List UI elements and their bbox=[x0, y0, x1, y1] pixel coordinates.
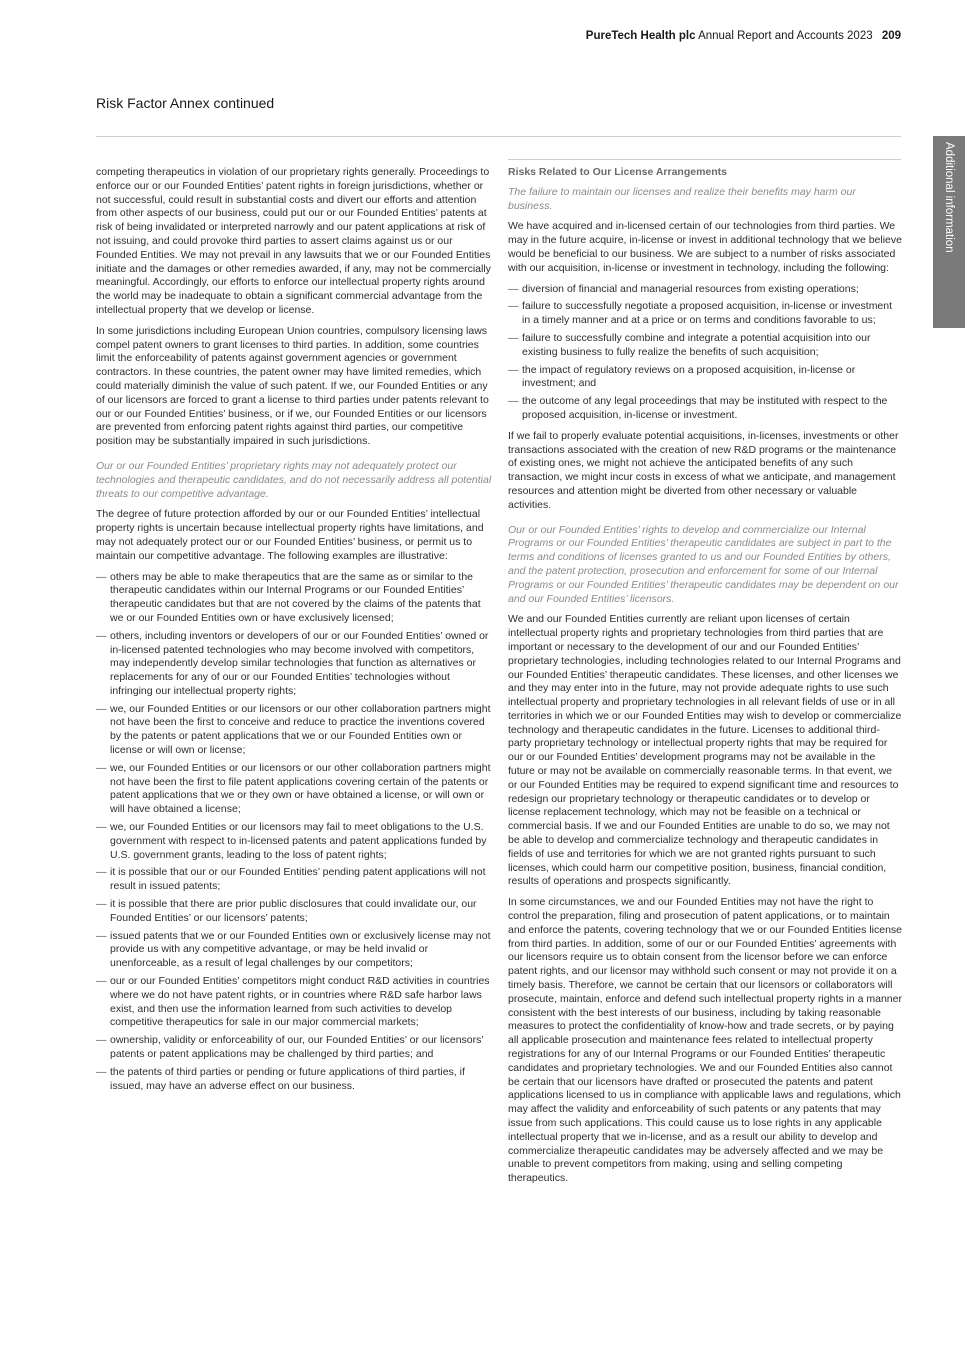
list-item: — the patents of third parties or pending or future applications of third parties, if issued, may have an adverse effect on our business. bbox=[96, 1066, 492, 1094]
list-item: — others may be able to make therapeutics that are the same as or similar to the therapeutic candidates within our Internal Programs or our Founded Entities’ therapeutic candidates but that are not covered by the claims of the patents that we or our Founded Entities own or have exclusively licensed; bbox=[96, 571, 492, 626]
subheading: Our or our Founded Entities’ proprietary rights may not adequately protect our technologies and therapeutic candidates, and do not necessarily address all potential threats to our competitive advantage. bbox=[96, 459, 492, 500]
list-item: — ownership, validity or enforceability of our, our Founded Entities’ or our licensors’ patents or patent applications may be challenged by third parties; and bbox=[96, 1034, 492, 1062]
list-item: — the impact of regulatory reviews on a proposed acquisition, in-license or investment; and bbox=[508, 364, 902, 392]
side-tab-label: Additional information bbox=[943, 142, 955, 253]
list-item: — we, our Founded Entities or our licensors or our other collaboration partners might not have been the first to file patent applications covering certain of the patents or patent applications that we or they own or have obtained a license, or will own or will have obtained a license; bbox=[96, 762, 492, 817]
paragraph: competing therapeutics in violation of our proprietary rights generally. Proceedings to enforce our or our Founded Entities’ patent rights in foreign jurisdictions, whether or not successful, could result in substantial costs and divert our efforts and attention from other aspects of our business, could put our or our Founded Entities’ patents at risk of being invalidated or interpreted narrowly and our patent applications at risk of not issuing, and could provoke third parties to assert claims against us or our Founded Entities. We may not prevail in any lawsuits that we or our Founded Entities initiate and the damages or other remedies awarded, if any, may not be commercially meaningful. Accordingly, our efforts to enforce our intellectual property rights around the world may be inadequate to obtain a significant commercial advantage from the intellectual property that we develop or license. bbox=[96, 166, 491, 316]
bullet-list bbox=[508, 283, 902, 423]
section-heading: Risks Related to Our License Arrangements bbox=[508, 166, 728, 178]
header-divider bbox=[96, 136, 901, 137]
side-tab[interactable] bbox=[933, 136, 965, 328]
page-number: 209 bbox=[881, 30, 901, 42]
paragraph: In some circumstances, we and our Founded Entities may not have the right to control the preparation, filing and prosecution of patent applications, or to maintain and enforce the patents, covering technology that we or our Founded Entities license from third parties. In addition, some of our or our Founded Entities’ agreements with our licensors require us to obtain consent from the licensor before we can enforce patent rights, and our licensor may withhold such consent or may not provide it on a timely basis. Therefore, we cannot be certain that our licensors or collaborators will prosecute, maintain, enforce and defend such intellectual property rights in a manner consistent with the best interests of our business, including by taking reasonable measures to protect the confidentiality of know-how and trade secrets, or by paying all applicable prosecution and maintenance fees related to intellectual property registrations for any of our Internal Programs or our Founded Entities’ therapeutic candidates and proprietary technologies. We and our Founded Entities also cannot be certain that our licensors have drafted or prosecuted the patents and patent applications licensed to us in compliance with applicable laws and regulations, which may affect the validity and enforceability of such patents or any patents that may issue from such applications. This could cause us to lose rights in any applicable intellectual property that we in-license, and as a result our ability to develop and commercialize therapeutic candidates may be adversely affected and we may be unable to prevent competitors from making, using and selling competing therapeutics. bbox=[508, 896, 902, 1185]
right-column bbox=[508, 166, 902, 1193]
list-item: — failure to successfully combine and integrate a potential acquisition into our existing business to fully realize the benefits of such acquisition; bbox=[508, 332, 902, 360]
list-item: — it is possible that our or our Founded Entities’ pending patent applications will not result in issued patents; bbox=[96, 866, 492, 894]
left-column bbox=[96, 166, 492, 1100]
company-name: PureTech Health plc bbox=[585, 30, 696, 42]
list-item: — failure to successfully negotiate a proposed acquisition, in-license or investment in a timely manner and at a price or on terms and conditions favorable to us; bbox=[508, 300, 902, 328]
list-item: — others, including inventors or developers of our or our Founded Entities’ owned or in-licensed patented technologies who may become involved with competitors, may independently develop similar technologies that function as alternatives or replacements for any of our or our Founded Entities’ technologies without infringing our intellectual property rights; bbox=[96, 630, 492, 699]
paragraph: In some jurisdictions including European Union countries, compulsory licensing laws compel patent owners to grant licenses to third parties. In addition, some countries limit the enforceability of patents against government agencies or government contractors. In these countries, the patent owner may have limited remedies, which could materially diminish the value of such patent. If we, our Founded Entities or any of our licensors are forced to grant a license to third parties under patents relevant to our or our Founded Entities’ business, or if we, our Founded Entities or our licensors are prevented from enforcing patent rights against third parties, our competitive position may be substantially impaired in such jurisdictions. bbox=[96, 324, 489, 448]
paragraph: We and our Founded Entities currently are reliant upon licenses of certain intellectual property rights and proprietary technologies from third parties that are important or necessary to the development of our and our Founded Entities’ proprietary technologies, including technologies related to our Internal Programs and our Founded Entities’ therapeutic candidates. These licenses, and other licenses we and they may enter into in the future, may not provide adequate rights to use such intellectual property and proprietary technologies in all relevant fields of use or in all territories in which we or our Founded Entities may wish to develop or commercialize technology and therapeutic candidates in the future. Licenses to additional third-party proprietary technology or intellectual property rights that may be required for our or our Founded Entities’ development programs may not be available in the future or may not be available on commercially reasonable terms. In that event, we or our Founded Entities may be required to expend significant time and resources to redesign our proprietary technology or therapeutic candidates or to develop or license replacement technology, which may not be feasible on a technical or commercial basis. If we and our Founded Entities are unable to do so, we may not be able to develop and commercialize technology and therapeutic candidates in fields of use and territories for which we are not granted rights pursuant to such licenses, which could harm our competitive position, business, financial condition, results of operations and prospects significantly. bbox=[508, 613, 902, 888]
paragraph: If we fail to properly evaluate potential acquisitions, in-licenses, investments or other transactions associated with the creation of new R&D programs or the maintenance of existing ones, we might not achieve the anticipated benefits of any such transaction, we might incur costs in excess of what we anticipate, and management resources and attention might be diverted from other necessary or valuable activities. bbox=[508, 429, 899, 511]
subheading: The failure to maintain our licenses and realize their benefits may harm our business. bbox=[508, 185, 856, 212]
paragraph: The degree of future protection afforded by our or our Founded Entities’ intellectual property rights is uncertain because intellectual property rights have limitations, and may not adequately protect our or our Founded Entities’ business, or permit us to maintain our competitive advantage. The following examples are illustrative: bbox=[96, 508, 484, 562]
section-title: Risk Factor Annex continued bbox=[96, 95, 275, 111]
page-header bbox=[586, 30, 901, 42]
list-item: — the outcome of any legal proceedings that may be instituted with respect to the proposed acquisition, in-license or investment. bbox=[508, 395, 902, 423]
right-column-divider bbox=[508, 159, 901, 160]
list-item: — we, our Founded Entities or our licensors or our other collaboration partners might not have been the first to conceive and reduce to practice the inventions covered by the patents or patent applications that we or our Founded Entities own or license or will own or license; bbox=[96, 703, 492, 758]
subheading: Our or our Founded Entities’ rights to develop and commercialize our Internal Programs or our Founded Entities’ therapeutic candidates are subject in part to the terms and conditions of licenses granted to us and our Founded Entities by others, and the patent protection, prosecution and enforcement for some of our Internal Programs or our Founded Entities’ therapeutic candidates may be dependent on our and our Founded Entities’ licensors. bbox=[508, 523, 899, 605]
paragraph: We have acquired and in-licensed certain of our technologies from third parties. We may in the future acquire, in-license or invest in additional technology that we believe would be beneficial to our business. We are subject to a number of risks associated with our acquisition, in-license or investment in technology, including the following: bbox=[508, 220, 902, 274]
list-item: — our or our Founded Entities’ competitors might conduct R&D activities in countries where we do not have patent rights, or in countries where R&D safe harbor laws exist, and then use the information learned from such activities to develop competitive therapeutics for sale in our major commercial markets; bbox=[96, 975, 492, 1030]
report-title: Annual Report and Accounts 2023 bbox=[698, 30, 873, 42]
list-item: — issued patents that we or our Founded Entities own or exclusively license may not provide us with any competitive advantage, or may be held invalid or unenforceable, as a result of legal challenges by our competitors; bbox=[96, 930, 492, 971]
bullet-list bbox=[96, 571, 492, 1094]
list-item: — diversion of financial and managerial resources from existing operations; bbox=[508, 283, 902, 297]
list-item: — it is possible that there are prior public disclosures that could invalidate our, our Founded Entities’ or our licensors’ patents; bbox=[96, 898, 492, 926]
list-item: — we, our Founded Entities or our licensors may fail to meet obligations to the U.S. government with respect to in-licensed patents and patent applications funded by U.S. government grants, leading to the loss of patent rights; bbox=[96, 821, 492, 862]
